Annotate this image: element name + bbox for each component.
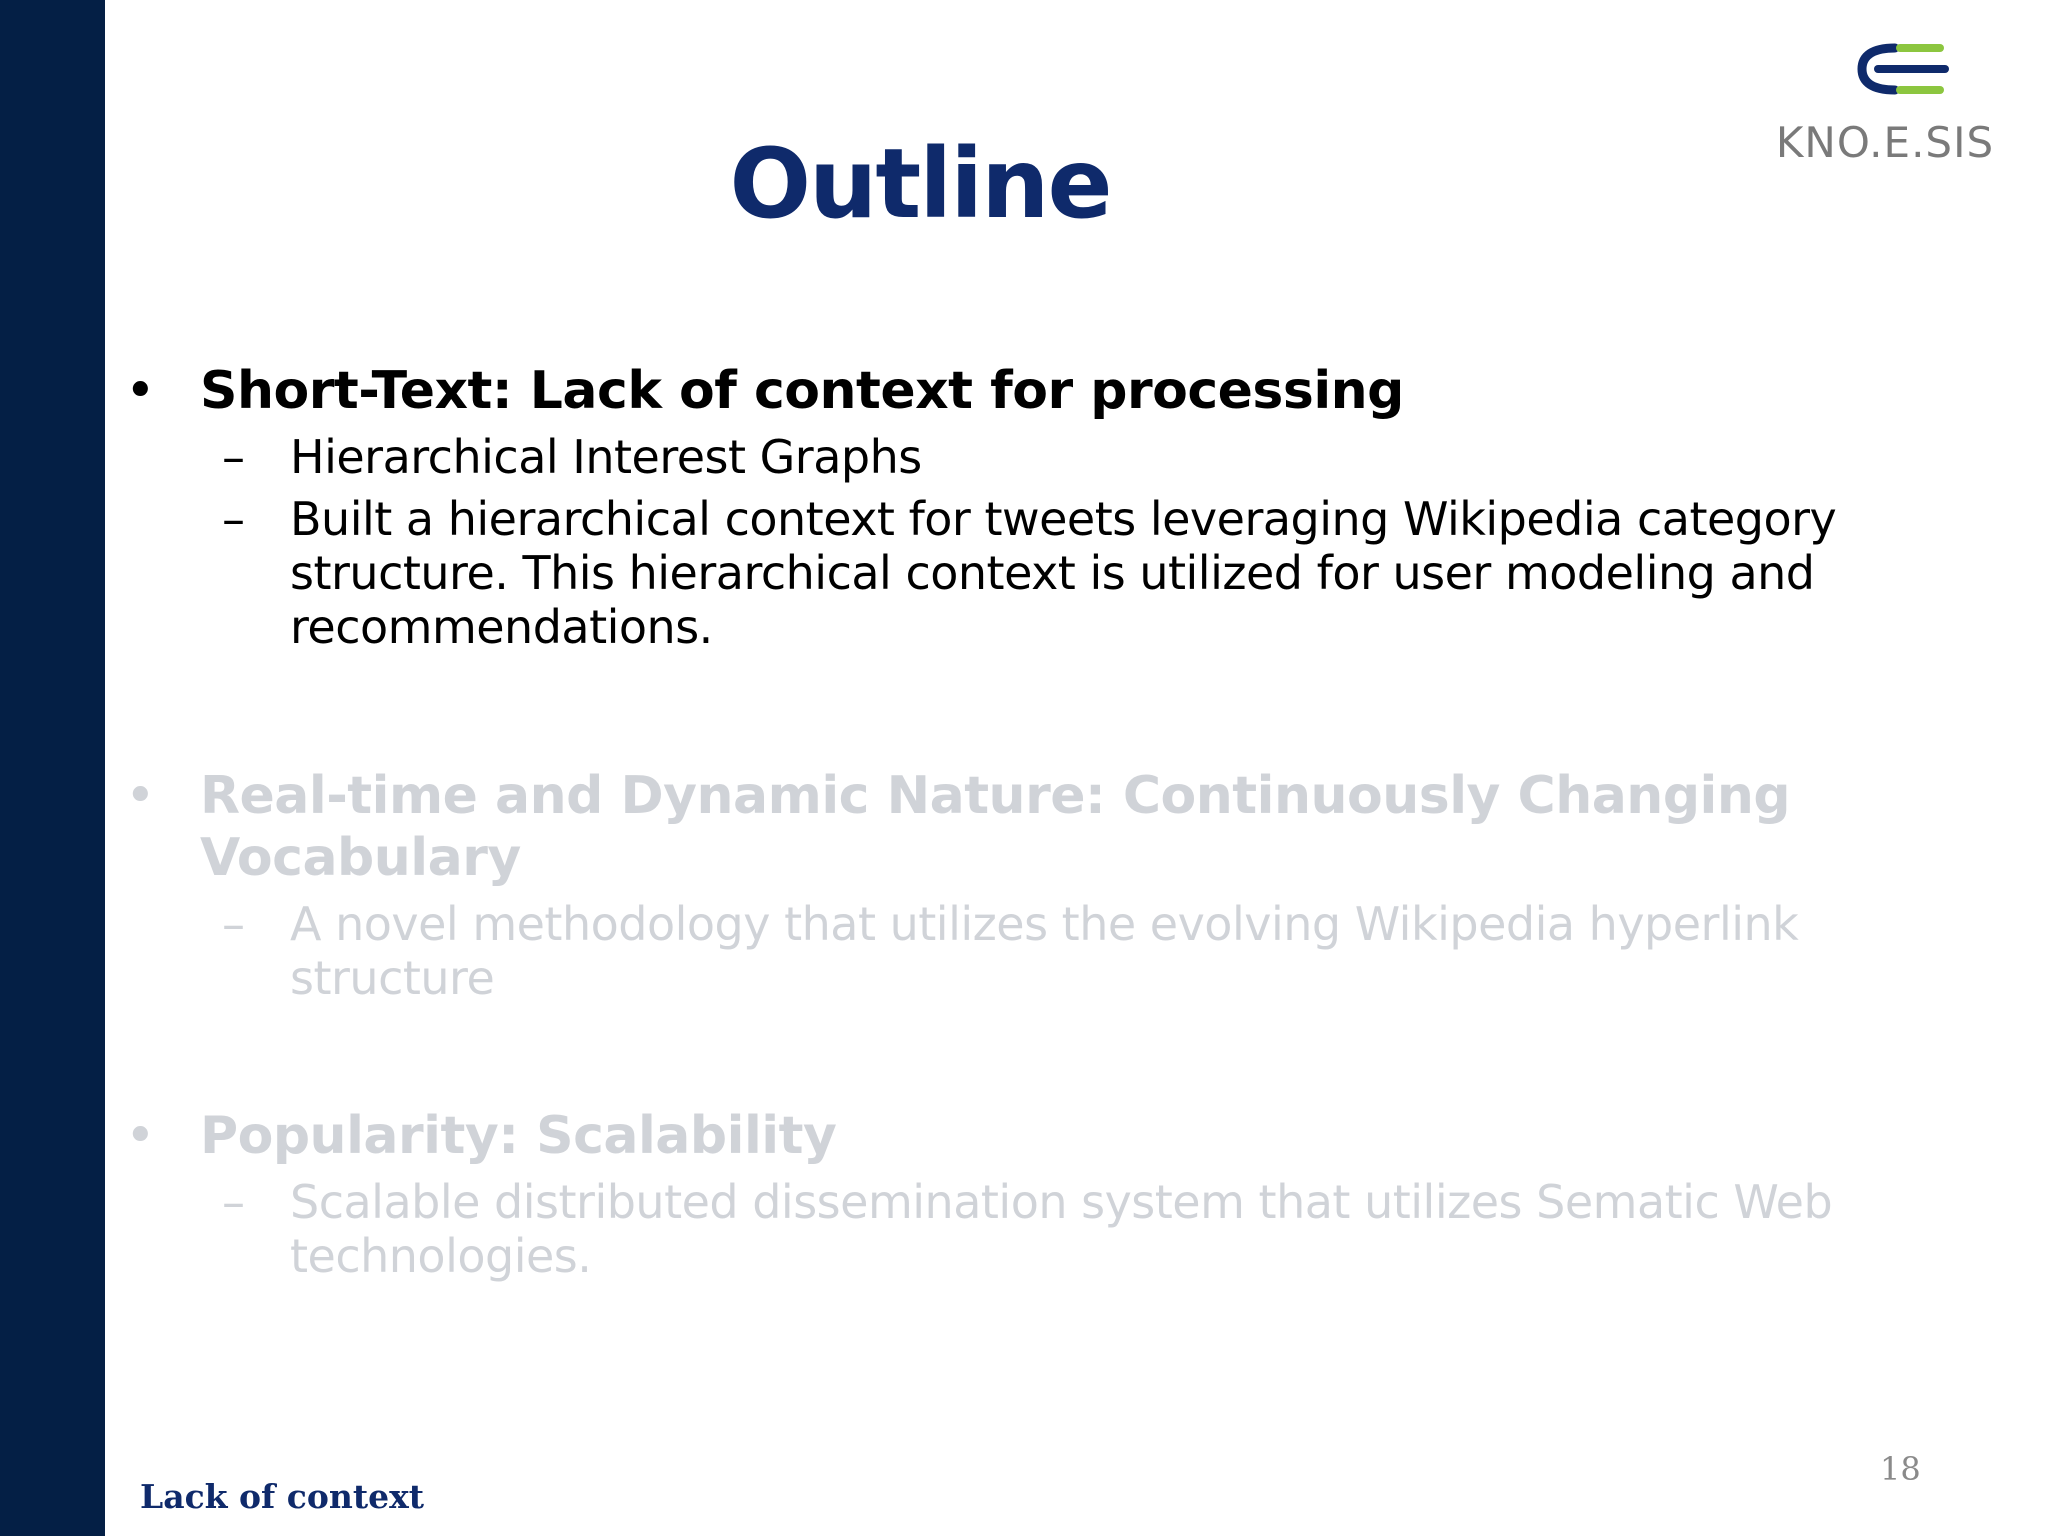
slide-footer-label: Lack of context xyxy=(140,1477,424,1516)
dash-icon: – xyxy=(222,430,245,484)
slide-sidebar xyxy=(0,0,105,1536)
knoesis-logo xyxy=(1740,36,2030,166)
dash-icon: – xyxy=(222,897,245,951)
dash-icon: – xyxy=(222,492,245,546)
bullet-icon: • xyxy=(125,766,156,826)
dash-icon: – xyxy=(222,1175,245,1229)
outline-subitem: – Hierarchical Interest Graphs xyxy=(222,430,922,484)
outline-subitem: – Built a hierarchical context for tweets leveraging Wikipedia category structure. This hierarchical context is utilized for user modeling and recommendations. xyxy=(222,492,1837,654)
outline-item-heading: Short-Text: Lack of context for processing xyxy=(200,361,1404,421)
outline-item-heading: Real-time and Dynamic Nature: Continuously Changing Vocabulary xyxy=(200,766,1791,888)
bullet-icon: • xyxy=(125,361,156,421)
slide-title: Outline xyxy=(729,128,1111,240)
outline-subitem: – A novel methodology that utilizes the evolving Wikipedia hyperlink structure xyxy=(222,897,1799,1005)
outline-item-popularity xyxy=(120,1105,1900,1283)
logo-wordmark: KNO.E.SIS xyxy=(1775,118,1995,167)
outline-item-short-text xyxy=(120,360,1900,654)
outline-subitem: – Scalable distributed dissemination system that utilizes Sematic Web technologies. xyxy=(222,1175,1833,1283)
slide-page-number: 18 xyxy=(1880,1450,1921,1488)
bullet-icon: • xyxy=(125,1106,156,1166)
knoesis-logo-icon xyxy=(1740,36,2030,116)
outline-item-heading: Popularity: Scalability xyxy=(200,1106,837,1166)
outline-item-real-time xyxy=(120,765,1900,1005)
